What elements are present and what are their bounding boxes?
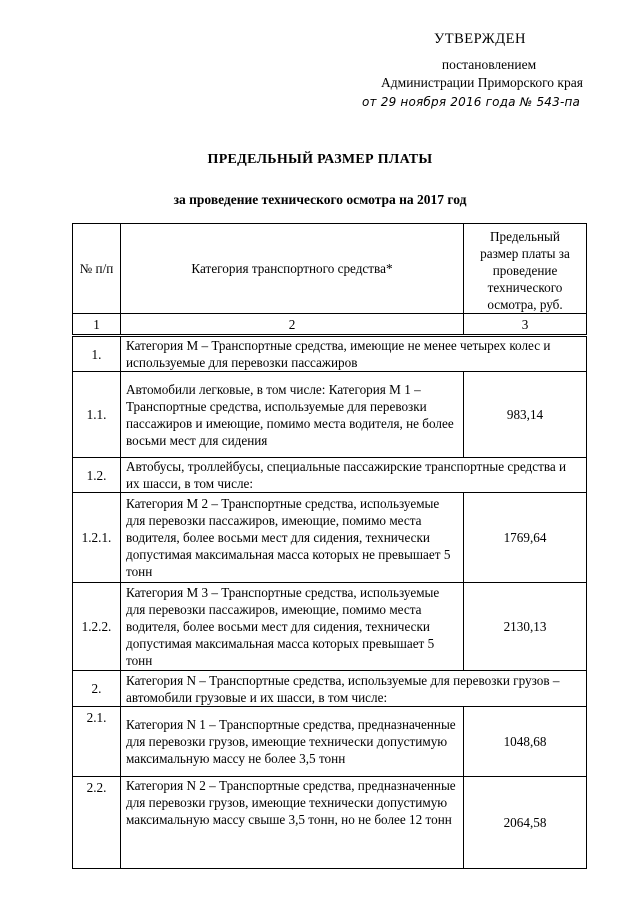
row-price: 1048,68	[464, 707, 587, 777]
row-text: Категория М 2 – Транспортные средства, используемые для перевозки пассажиров, имеющие, помимо места водителя, более восьми мест для сидения, технически допустимая максимальная масса которых не превышает 5 тонн	[121, 493, 464, 583]
row-num: 2.2.	[73, 777, 121, 869]
row-num: 1.2.2.	[73, 583, 121, 671]
index-cell-2: 2	[121, 314, 464, 336]
table-row	[73, 777, 587, 869]
approved-stamp: УТВЕРЖДЕН	[434, 31, 526, 47]
row-text: Категория М – Транспортные средства, имеющие не менее четырех колес и используемые для перевозки пассажиров	[121, 336, 587, 372]
approval-line-1: постановлением	[441, 57, 537, 72]
document-title: ПРЕДЕЛЬНЫЙ РАЗМЕР ПЛАТЫ	[207, 152, 433, 167]
row-text: Автомобили легковые, в том числе: Категория М 1 – Транспортные средства, используемые для перевозки пассажиров и имеющие, помимо места водителя, не более восьми мест для сидения	[121, 372, 464, 458]
index-cell-3: 3	[464, 314, 587, 336]
document-subtitle: за проведение технического осмотра на 2017 год	[173, 192, 467, 207]
row-num: 1.2.	[73, 458, 121, 493]
row-price: 2064,58	[464, 777, 587, 869]
row-num: 1.1.	[73, 372, 121, 458]
fee-table	[72, 223, 587, 869]
table-row	[73, 493, 587, 583]
row-num: 2.1.	[73, 707, 121, 777]
table-row	[73, 336, 587, 372]
row-text: Категория М 3 – Транспортные средства, используемые для перевозки пассажиров, имеющие, помимо места водителя, более восьми мест для сидения, технически допустимая максимальная масса которых превышает 5 тонн	[121, 583, 464, 671]
header-num: № п/п	[73, 224, 121, 314]
approval-line-2: Администрации Приморского края	[381, 75, 583, 90]
table-row	[73, 583, 587, 671]
approval-block	[362, 30, 602, 111]
row-text: Категория N 2 – Транспортные средства, предназначенные для перевозки грузов, имеющие технически допустимую максимальную массу свыше 3,5 тонн, но не более 12 тонн	[121, 777, 464, 869]
row-price: 2130,13	[464, 583, 587, 671]
header-price: Предельный размер платы за проведение технического осмотра, руб.	[464, 224, 587, 314]
row-num: 1.	[73, 336, 121, 372]
table-header-row	[73, 224, 587, 314]
index-cell-1: 1	[73, 314, 121, 336]
row-price: 1769,64	[464, 493, 587, 583]
table-index-row	[73, 314, 587, 336]
header-category: Категория транспортного средства*	[121, 224, 464, 314]
table-row	[73, 372, 587, 458]
row-price: 983,14	[464, 372, 587, 458]
decree-reference: от 29 ноября 2016 года № 543-па	[362, 95, 581, 109]
table-row	[73, 458, 587, 493]
row-num: 1.2.1.	[73, 493, 121, 583]
row-text: Категория N – Транспортные средства, используемые для перевозки грузов – автомобили грузовые и их шасси, в том числе:	[121, 671, 587, 707]
row-text: Автобусы, троллейбусы, специальные пассажирские транспортные средства и их шасси, в том числе:	[121, 458, 587, 493]
row-num: 2.	[73, 671, 121, 707]
row-text: Категория N 1 – Транспортные средства, предназначенные для перевозки грузов, имеющие технически допустимую максимальную массу не более 3,5 тонн	[121, 707, 464, 777]
table-row	[73, 671, 587, 707]
table-row	[73, 707, 587, 777]
